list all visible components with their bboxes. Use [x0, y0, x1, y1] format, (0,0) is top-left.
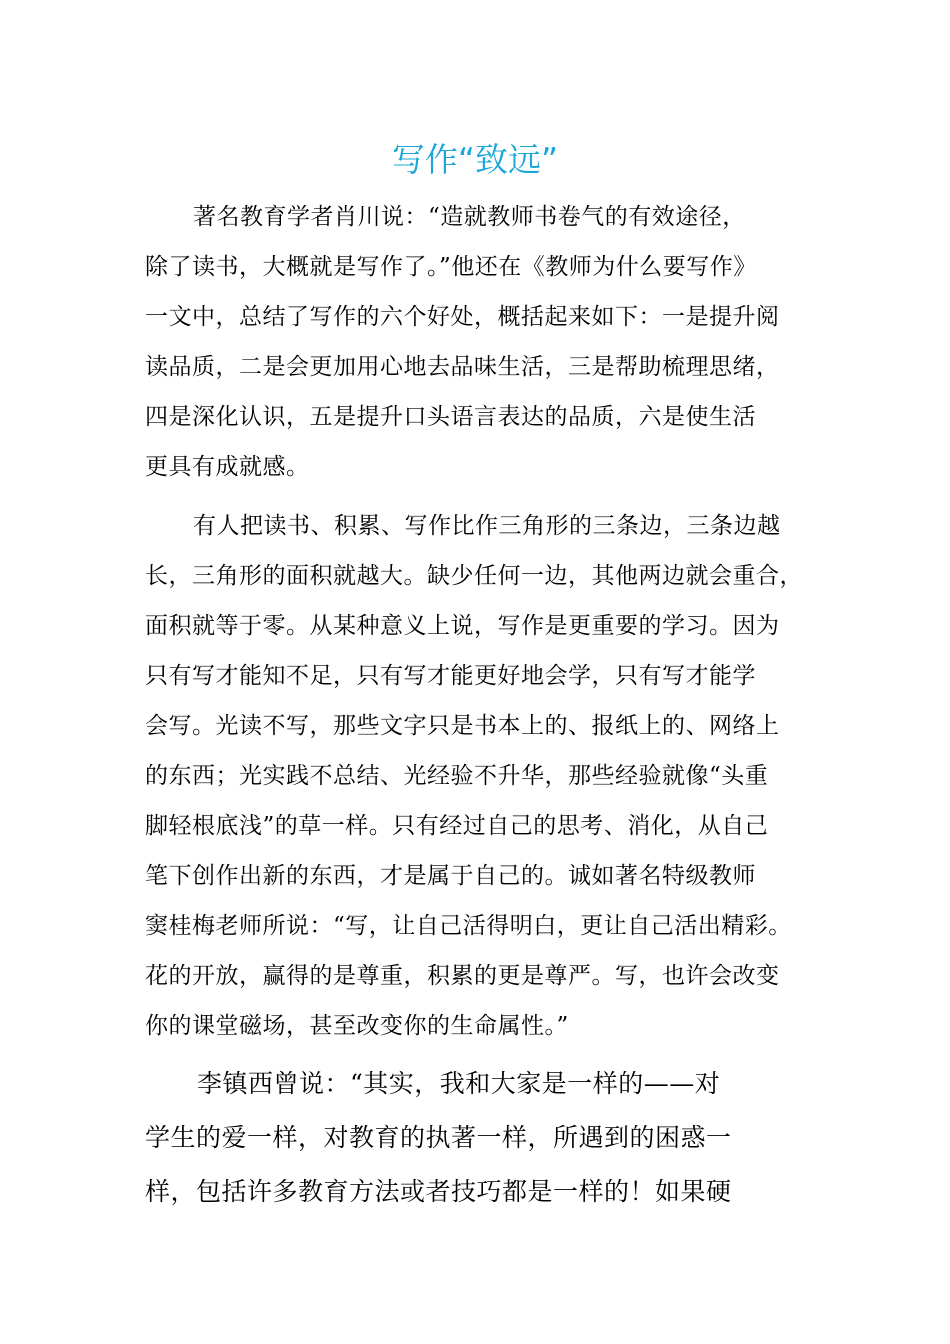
paragraph-line: 有人把读书、积累、写作比作三角形的三条边，三条边越	[193, 513, 781, 539]
paragraph-line: 学生的爱一样，对教育的执著一样，所遇到的困惑一	[145, 1123, 732, 1152]
paragraph-line: 四是深化认识，五是提升口头语言表达的品质，六是使生活	[145, 404, 756, 430]
paragraph-line: 的东西；光实践不总结、光经验不升华，那些经验就像“头重	[145, 763, 769, 789]
paragraph-line: 只有写才能知不足，只有写才能更好地会学，只有写才能学	[145, 663, 756, 689]
paragraph-1	[145, 192, 815, 492]
paragraph-line: 除了读书，大概就是写作了。”他还在《教师为什么要写作》	[145, 254, 757, 280]
paragraph-3	[145, 1057, 815, 1219]
paragraph-2	[145, 501, 815, 1051]
paragraph-line: 会写。光读不写，那些文字只是书本上的、报纸上的、网络上	[145, 713, 780, 739]
paragraph-line: 窦桂梅老师所说：“写，让自己活得明白，更让自己活出精彩。	[145, 913, 792, 939]
document-title: 写作“致远”	[391, 140, 559, 179]
paragraph-line: 花的开放，赢得的是尊重，积累的更是尊严。写，也许会改变	[145, 963, 780, 989]
paragraph-line: 一文中，总结了写作的六个好处，概括起来如下：一是提升阅	[145, 304, 780, 330]
paragraph-line: 你的课堂磁场，甚至改变你的生命属性。”	[145, 1013, 569, 1039]
paragraph-line: 笔下创作出新的东西，才是属于自己的。诚如著名特级教师	[145, 863, 756, 889]
paragraph-line: 脚轻根底浅”的草一样。只有经过自己的思考、消化，从自己	[145, 813, 769, 839]
paragraph-line: 长，三角形的面积就越大。缺少任何一边，其他两边就会重合，	[145, 563, 803, 589]
paragraph-line: 著名教育学者肖川说：“造就教师书卷气的有效途径，	[193, 204, 746, 230]
paragraph-line: 读品质，二是会更加用心地去品味生活，三是帮助梳理思绪，	[145, 354, 780, 380]
paragraph-line: 样，包括许多教育方法或者技巧都是一样的！如果硬	[145, 1177, 732, 1206]
paragraph-line: 面积就等于零。从某种意义上说，写作是更重要的学习。因为	[145, 613, 780, 639]
paragraph-line: 李镇西曾说：“其实，我和大家是一样的——对	[197, 1069, 721, 1098]
paragraph-line: 更具有成就感。	[145, 454, 310, 480]
